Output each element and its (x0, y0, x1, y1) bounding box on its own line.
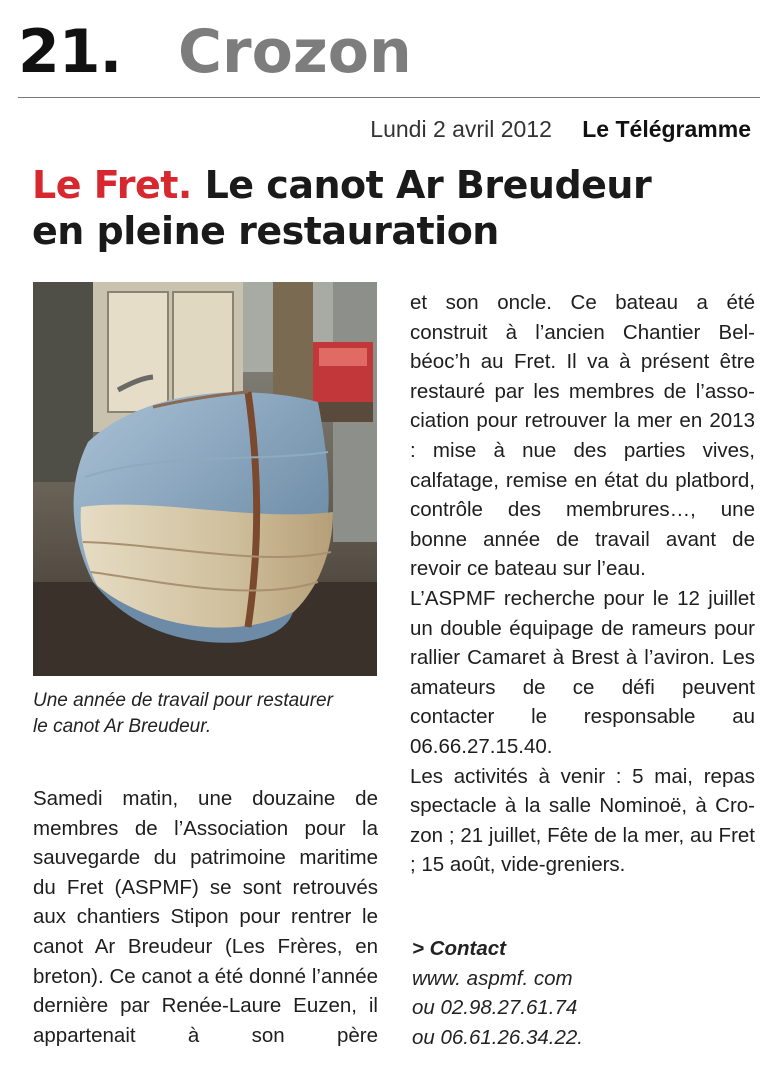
header-rule (18, 97, 760, 98)
contact-heading: > Contact (412, 937, 506, 960)
contact-phone-1: ou 02.98.27.61.74 (412, 996, 578, 1020)
contact-phone-2: ou 06.61.26.34.22. (412, 1025, 583, 1049)
photo-caption (33, 688, 383, 740)
contact-box (412, 934, 752, 1052)
article-column-right (410, 288, 755, 880)
headline-title-line1: Le canot Ar Breudeur (204, 163, 652, 207)
body-paragraph-3: Les activités à venir : 5 mai, repas spectacle à la salle Nominoë, à Crozon ; 21 juillet, Fête de la mer, au Fret ; 15 août, vide-greniers. (410, 764, 755, 877)
page-number: 21. (18, 17, 122, 87)
body-paragraph-1-continued: et son oncle. Ce bateau a été construit à l’ancien Chantier Belbéoc’h au Fret. Il va à présent être restauré par les membres de l’association pour retrouver la mer en 2013 : mise à nue des parties vives, calfatage, remise en état du platbord, contrôle des membrures…, une bonne année de travail avant de revoir ce bateau sur l’eau. (410, 291, 755, 581)
boat-photo-illustration (33, 282, 377, 676)
dateline (370, 118, 751, 141)
body-paragraph-1: Samedi matin, une douzaine de membres de l’Association pour la sauvegarde du patrimoine maritime du Fret (ASPMF) se sont retrouvés aux chantiers Stipon pour rentrer le canot Ar Breudeur (Les Frères, en breton). Ce canot a été donné l’année dernière par Renée-Laure Euzen, il appartenait à son père (33, 787, 378, 1047)
publication-date: Lundi 2 avril 2012 (370, 116, 552, 142)
newspaper-name: Le Télégramme (582, 116, 751, 142)
headline-kicker: Le Fret. (32, 163, 192, 207)
section-title: Crozon (178, 17, 412, 87)
headline-title-line2: en pleine restauration (32, 209, 499, 253)
headline (32, 162, 752, 254)
caption-line1: Une année de travail pour restaurer (33, 690, 333, 711)
contact-website: www. aspmf. com (412, 966, 573, 990)
article-photo (33, 282, 377, 676)
caption-line2: le canot Ar Breudeur. (33, 716, 212, 737)
body-paragraph-2: L’ASPMF recherche pour le 12 juillet un double équipage de rameurs pour rallier Camaret à Brest à l’aviron. Les amateurs de ce défi peuvent contacter le responsable au 06.66.27.15.40. (410, 586, 755, 758)
article-column-left (33, 784, 378, 1050)
